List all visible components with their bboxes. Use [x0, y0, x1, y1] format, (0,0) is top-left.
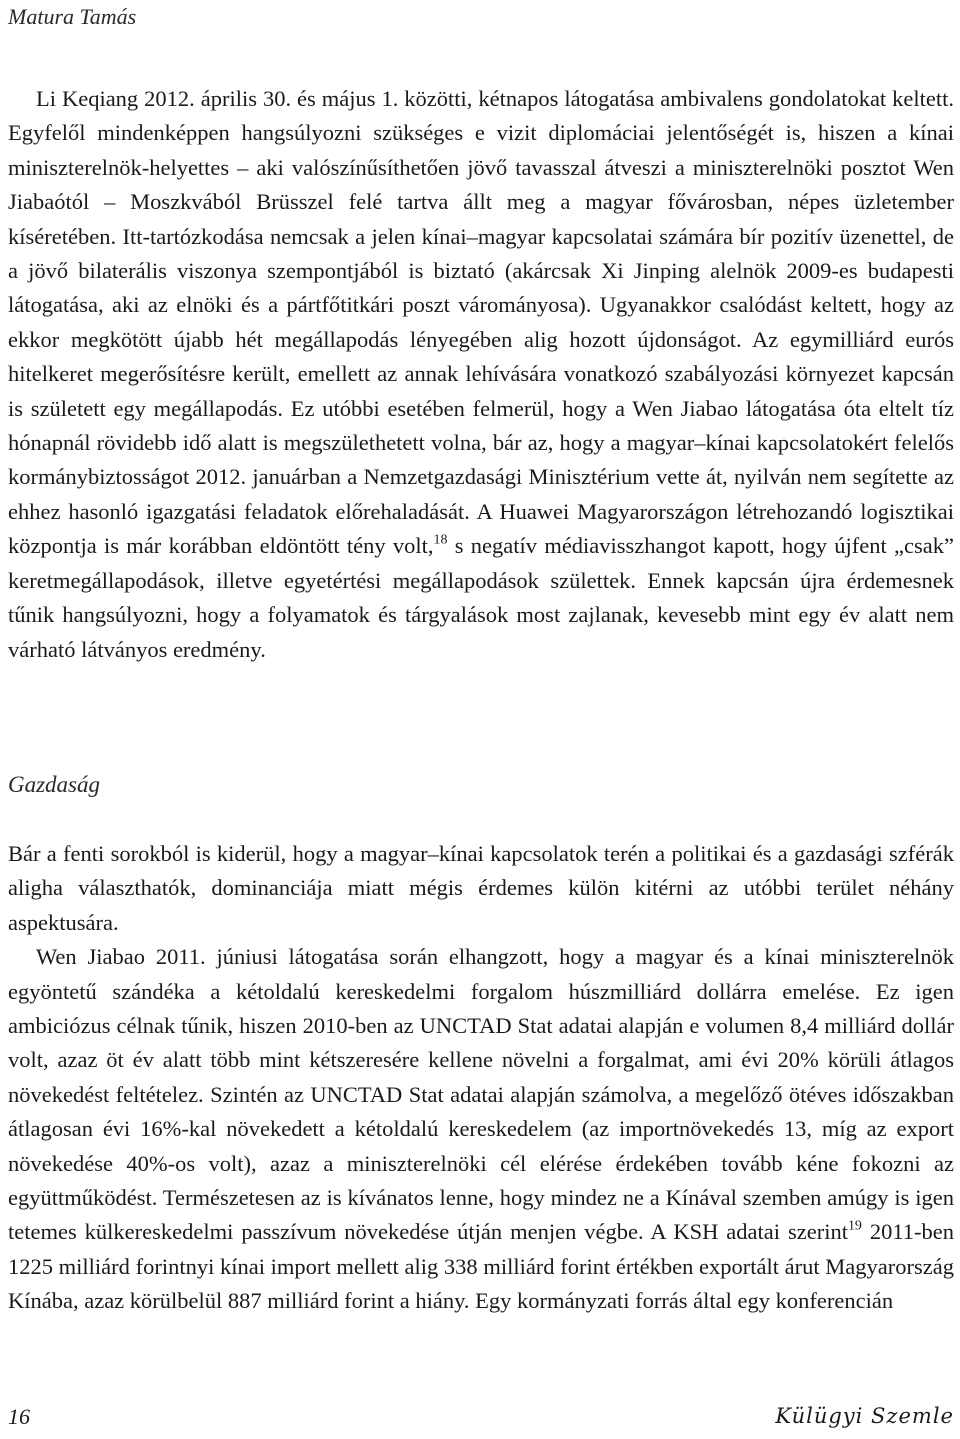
section-heading: Gazdaság [8, 772, 101, 797]
paragraph-text: 2011-ben 1225 milliárd forintnyi kínai import mellett alig 338 milliárd forint értékben exportált árut Magyarország Kínába, azaz körülbelül 887 milliárd forint a hiány. Egy kormányzati forrás által egy konferencián [8, 1219, 954, 1314]
running-head-author: Matura Tamás [8, 4, 137, 29]
footnote-ref-19[interactable]: 19 [847, 1218, 862, 1234]
paragraph-text: Wen Jiabao 2011. júniusi látogatása során elhangzott, hogy a magyar és a kínai miniszterelnök egyöntetű szándéka a kétoldalú kereskedelmi forgalom húszmilliárd dollárra emelése. Ez igen ambiciózus célnak tűnik, hiszen 2010-ben az UNCTAD Stat adatai alapján e volumen 8,4 milliárd dollár volt, azaz öt év alatt több mint kétszeresére kellene növelni a forgalmat, ami évi 20% körüli átlagos növekedést feltételez. Szintén az UNCTAD Stat adatai alapján számolva, a megelőző ötéves időszakban átlagosan évi 16%-kal növekedett a kétoldalú kereskedelem (az importnövekedés 13, míg az export növekedése 40%-os volt), azaz a miniszterelnöki cél elérése érdekében tovább kéne fokozni az együttműködést. Természetesen az is kívánatos lenne, hogy mindez ne a Kínával szemben amúgy is igen tetemes külkereskedelmi passzívum növekedése útján menjen végbe. A KSH adatai szerint [8, 944, 954, 1245]
page-number: 16 [8, 1404, 30, 1429]
paragraph [8, 82, 954, 667]
paragraph: Bár a fenti sorokból is kiderül, hogy a magyar–kínai kapcsolatok terén a politikai és a gazdasági szférák aligha választhatók, dominanciája miatt mégis érdemes külön kitérni az utóbbi terület néhány aspektusára. [8, 841, 954, 935]
body-text-top [8, 82, 954, 667]
footnote-ref-18[interactable]: 18 [433, 532, 448, 548]
journal-name: Külügyi Szemle [775, 1404, 954, 1428]
body-text-bottom [8, 837, 954, 1319]
paragraph-text: Li Keqiang 2012. április 30. és május 1. közötti, kétnapos látogatása ambivalens gondolatokat keltett. Egyfelől mindenképpen hangsúlyozni szükséges e vizit diplomáciai jelentőségét is, hiszen a kínai miniszterelnök-helyettes – aki valószínűsíthetően jövő tavasszal átveszi a miniszterelnöki posztot Wen Jiabaótól – Moszkvából Brüsszel felé tartva állt meg a magyar fővárosban, népes üzletember kíséretében. Itt-tartózkodása nemcsak a jelen kínai–magyar kapcsolatai számára bír pozitív üzenettel, de a jövő bilaterális viszonya szempontjából is biztató (akárcsak Xi Jinping alelnök 2009-es budapesti látogatása, aki az elnöki és a pártfőtitkári poszt várományosa). Ugyanakkor csalódást keltett, hogy az ekkor megkötött újabb hét megállapodás lényegében alig hozott újdonságot. Az egymilliárd eurós hitelkeret megerősítésre került, emellett az annak lehívására vonatkozó szabályozási környezet kapcsán is született egy megállapodás. Ez utóbbi esetében felmerül, hogy a Wen Jiabao látogatása óta eltelt tíz hónapnál rövidebb idő alatt is megszülethetett volna, bár az, hogy a magyar–kínai kapcsolatokért felelős kormánybiztosságot 2012. januárban a Nemzetgazdasági Minisztérium vette át, nyilván nem segítette az ehhez hasonló igazgatási feladatok előrehaladását. A Huawei Magyarországon létrehozandó logisztikai központja is már korábban eldöntött tény volt, [8, 86, 954, 559]
paragraph-text: s negatív médiavisszhangot kapott, hogy újfent „csak” keretmegállapodások, illetve egyetértési megállapodások születtek. Ennek kapcsán újra érdemesnek tűnik hangsúlyozni, hogy a folyamatok és tárgyalások most zajlanak, kevesebb mint egy év alatt nem várható látványos eredmény. [8, 533, 954, 662]
paragraph [8, 940, 954, 1318]
